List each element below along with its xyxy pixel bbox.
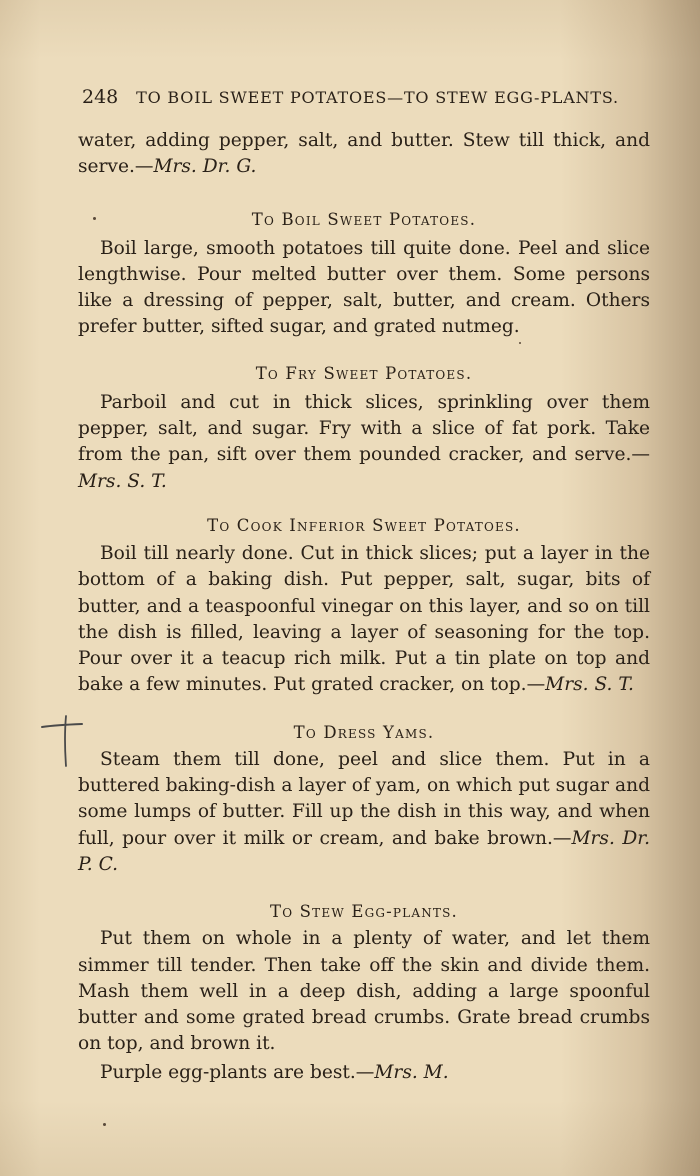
recipe-paragraph [78, 926, 650, 1057]
closing-paragraph [78, 1060, 650, 1086]
closing-text: Purple egg-plants are best.— [100, 1061, 375, 1083]
recipe-text: Put them on whole in a plenty of water, and let them simmer till tender. Then take off the skin and divide them. Mash them well in a deep dish, adding a large spoonful butter and some grated bread crumbs. Grate bread crumbs on top, and brown it. [78, 928, 650, 1055]
body-text [78, 128, 650, 1086]
recipe-signature: Mrs. S. T. [545, 674, 634, 696]
recipe-signature: Mrs. S. T. [78, 470, 167, 492]
recipe-heading: To Fry Sweet Potatoes. [255, 363, 473, 383]
recipe-heading: To Dress Yams. [293, 722, 435, 742]
page-number: 248 [82, 86, 119, 108]
recipe-heading: To Cook Inferior Sweet Potatoes. [207, 515, 521, 535]
recipe-text: Boil till nearly done. Cut in thick slices; put a layer in the bottom of a baking dish. Put pepper, salt, sugar, bits of butter, and a teaspoonful vinegar on this layer, and so on till the dish is filled, leaving a layer of seasoning for the top. Pour over it a teacup rich milk. Put a tin plate on top and bake a few minutes. Put grated cracker, on top.— [78, 542, 650, 696]
recipe-text: Steam them till done, peel and slice them. Put in a buttered baking-dish a layer of yam, on which put sugar and some lumps of butter. Fill up the dish in this way, and when full, pour over it milk or cream, and bake brown.— [78, 748, 650, 849]
recipe-paragraph [78, 541, 650, 699]
recipe-paragraph [78, 390, 650, 495]
intro-paragraph [78, 128, 650, 181]
recipe-paragraph [78, 747, 650, 878]
recipe-text: Parboil and cut in thick slices, sprinkling over them pepper, salt, and sugar. Fry with a slice of fat pork. Take from the pan, sift over them pounded cracker, and serve.— [78, 391, 650, 466]
closing-signature: Mrs. M. [374, 1061, 449, 1083]
running-title: TO BOIL SWEET POTATOES—TO STEW EGG-PLANTS. [136, 88, 619, 107]
paper-speck [103, 1123, 106, 1126]
intro-text: water, adding pepper, salt, and butter. Stew till thick, and serve.— [78, 130, 650, 178]
intro-signature: Mrs. Dr. G. [153, 156, 257, 178]
recipe-paragraph [78, 236, 650, 341]
running-head [82, 86, 627, 108]
recipe-heading: To Stew Egg-plants. [269, 902, 458, 922]
recipe-text: Boil large, smooth potatoes till quite done. Peel and slice lengthwise. Pour melted butter over them. Some persons like a dressing of pepper, salt, butter, and cream. Others prefer butter, sifted sugar, and grated nutmeg. [78, 237, 650, 338]
recipe-heading: To Boil Sweet Potatoes. [251, 209, 477, 229]
recipe-signature: Mrs. Dr. P. C. [78, 827, 651, 875]
